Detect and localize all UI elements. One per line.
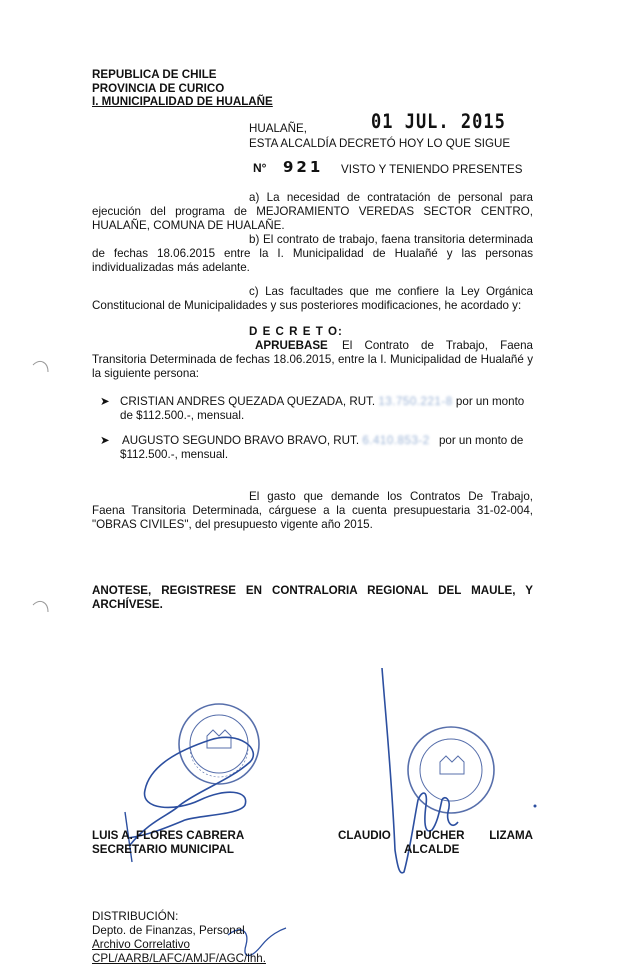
header-country: REPUBLICA DE CHILE: [92, 68, 217, 81]
right-seal-stamp: [408, 727, 494, 813]
consideration-c-rest: Constitucional de Municipalidades y sus posteriores modificaciones, he acordado y:: [92, 299, 522, 312]
distribution-line-2: Archivo Correlativo: [92, 938, 190, 951]
decree-number-prefix: N°: [253, 161, 267, 175]
date-place: HUALAÑE,: [249, 122, 307, 135]
header-province: PROVINCIA DE CURICO: [92, 81, 225, 95]
consideration-a-rest: ejecución del programa de MEJORAMIENTO VEREDAS SECTOR CENTRO, HUALAÑE, COMUNA DE HUALAÑE.: [92, 205, 533, 233]
bullet-arrow-icon: ➤: [100, 395, 110, 408]
distribution-line-1: Depto. de Finanzas, Personal: [92, 924, 245, 937]
person-2-name: AUGUSTO SEGUNDO BRAVO BRAVO, RUT.: [122, 434, 360, 447]
left-signer-title: SECRETARIO MUNICIPAL: [92, 843, 234, 856]
bullet-arrow-icon: ➤: [100, 434, 110, 447]
distribution-line-3: CPL/AARB/LAFC/AMJF/AGC/lhh.: [92, 952, 266, 965]
decreed-today-line: ESTA ALCALDÍA DECRETÓ HOY LO QUE SIGUE: [249, 137, 511, 150]
person-1-name: CRISTIAN ANDRES QUEZADA QUEZADA, RUT.: [120, 395, 376, 408]
consideration-b-rest: de fechas 18.06.2015 entre la I. Municipalidad de Hualañé y las personas individualizadas más adelante.: [92, 247, 533, 275]
approve-first: El Contrato de Trabajo, Faena: [342, 339, 533, 352]
expense-rest: Faena Transitoria Determinada, cárguese a la cuenta presupuestaria 31-02-004, "OBRAS CIVILES", del presupuesto vigente año 2015.: [92, 504, 533, 532]
consideration-a-first: a) La necesidad de contratación de personal para: [249, 191, 533, 204]
right-signer-title: ALCALDE: [404, 843, 460, 856]
decree-number: 921: [283, 158, 324, 176]
distribution-heading: DISTRIBUCIÓN:: [92, 910, 179, 923]
person-1-amount-first: por un monto: [455, 395, 525, 408]
closing-statement: ANOTESE, REGISTRESE EN CONTRALORIA REGIONAL DEL MAULE, Y ARCHÍVESE.: [92, 584, 533, 612]
right-signer-name: CLAUDIO PUCHER LIZAMA: [338, 829, 533, 842]
decree-heading: D E C R E T O:: [249, 325, 343, 338]
approve-rest: Transitoria Determinada de fechas 18.06.2015, entre la I. Municipalidad de Hualañé y la siguiente persona:: [92, 353, 533, 381]
visto-line: VISTO Y TENIENDO PRESENTES: [341, 163, 523, 176]
person-1-amount-rest: de $112.500.-, mensual.: [120, 409, 245, 422]
expense-first: El gasto que demande los Contratos De Trabajo,: [249, 490, 533, 503]
header-municipality: I. MUNICIPALIDAD DE HUALAÑE: [92, 95, 273, 108]
person-2-amount-first: por un monto de: [438, 434, 524, 447]
consideration-b-first: b) El contrato de trabajo, faena transitoria determinada: [249, 233, 533, 246]
date-stamp: 01 JUL. 2015: [371, 110, 506, 134]
person-2-rut-redacted: 6.410.853-2: [362, 434, 430, 447]
consideration-c-first: c) Las facultades que me confiere la Ley Orgánica: [249, 285, 533, 298]
person-1-rut-redacted: 13.750.221-8: [378, 395, 453, 408]
left-signer-name: LUIS A. FLORES CABRERA: [92, 829, 245, 842]
approve-word: APRUEBASE: [255, 339, 328, 352]
person-2-amount-rest: $112.500.-, mensual.: [120, 448, 229, 461]
